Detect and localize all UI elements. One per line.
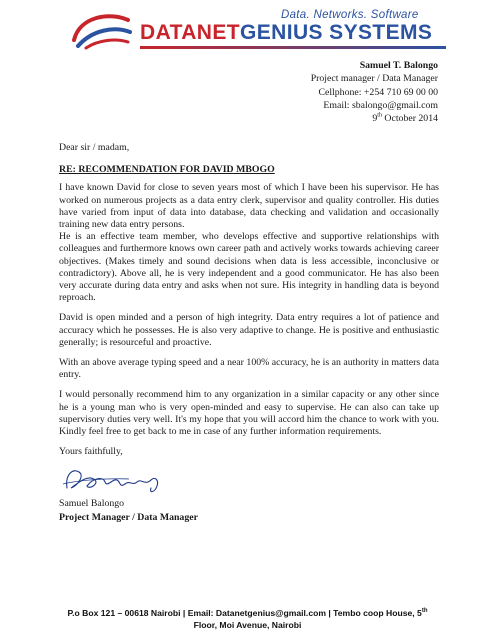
letterhead <box>70 6 450 52</box>
salutation: Dear sir / madam, <box>59 142 130 153</box>
signer-name: Samuel Balongo <box>59 498 125 510</box>
paragraph: David is open minded and a person of high integrity. Data entry requires a lot of patience and accuracy which he possesses. He is also very adaptive to change. He is positive and enthusiastic generally; is resourceful and proactive. <box>59 312 439 348</box>
date-month-year: October 2014 <box>381 113 438 125</box>
signer-title: Project Manager / Data Manager <box>59 511 198 523</box>
footer-floor-suffix: th <box>421 608 428 615</box>
subject-line: RE: RECOMMENDATION FOR DAVID MBOGO <box>59 164 275 176</box>
brand-underline <box>140 46 446 49</box>
footer <box>0 607 495 631</box>
paragraph: He is an effective team member, who develops effective and supportive relationships with colleagues and furthermore knows own career path and actively works towards achieving career objectives. (Makes timely and sound decisions when data is less accessible, inconclusive or contradictory). Above all, he is very independent and a good communicator. He has also been very accurate during data entry and asks when not sure. His integrity in handling data is beyond reproach. <box>59 231 439 304</box>
brand-name-part1: DATANET <box>140 21 241 44</box>
date-suffix: th <box>377 112 382 119</box>
letter-date <box>311 112 438 125</box>
footer-line-1 <box>0 607 495 619</box>
brand-name <box>140 21 432 45</box>
company-logo-icon <box>70 10 134 50</box>
sender-phone: Cellphone: +254 710 69 00 00 <box>318 86 438 98</box>
sender-email: Email: sbalongo@gmail.com <box>323 99 438 111</box>
closing: Yours faithfully, <box>59 446 123 458</box>
paragraph: With an above average typing speed and a near 100% accuracy, he is an authority in matters data entry. <box>59 357 439 381</box>
paragraph: I have known David for close to seven years most of which I have been his supervisor. He has worked on numerous projects as a data entry clerk, supervisor and quality controller. His duties have varied from input of data into database, data checking and validation and occasionally training new data entry persons. <box>59 182 439 231</box>
footer-address: P.o Box 121 – 00618 Nairobi | Email: Datanetgenius@gmail.com | Tembo coop House, 5 <box>67 608 422 618</box>
brand-tagline: Data. Networks. Software <box>281 9 419 21</box>
letter-body <box>59 142 439 524</box>
date-day: 9 <box>372 113 378 125</box>
sender-title: Project manager / Data Manager <box>310 73 438 85</box>
paragraph: I would personally recommend him to any organization in a similar capacity or any other since he is a young man who is very open-minded and easy to supervise. He can also can take up supervisory duties very well. It's my hope that you will accord him the chance to work with you. Kindly feel free to get back to me in case of any further information requirements. <box>59 389 439 438</box>
brand-name-part2: GENIUS SYSTEMS <box>240 21 433 44</box>
footer-line-2: Floor, Moi Avenue, Nairobi <box>193 620 302 630</box>
sender-name: Samuel T. Balongo <box>359 60 438 71</box>
signature-image <box>59 464 169 496</box>
sender-block <box>311 59 438 125</box>
